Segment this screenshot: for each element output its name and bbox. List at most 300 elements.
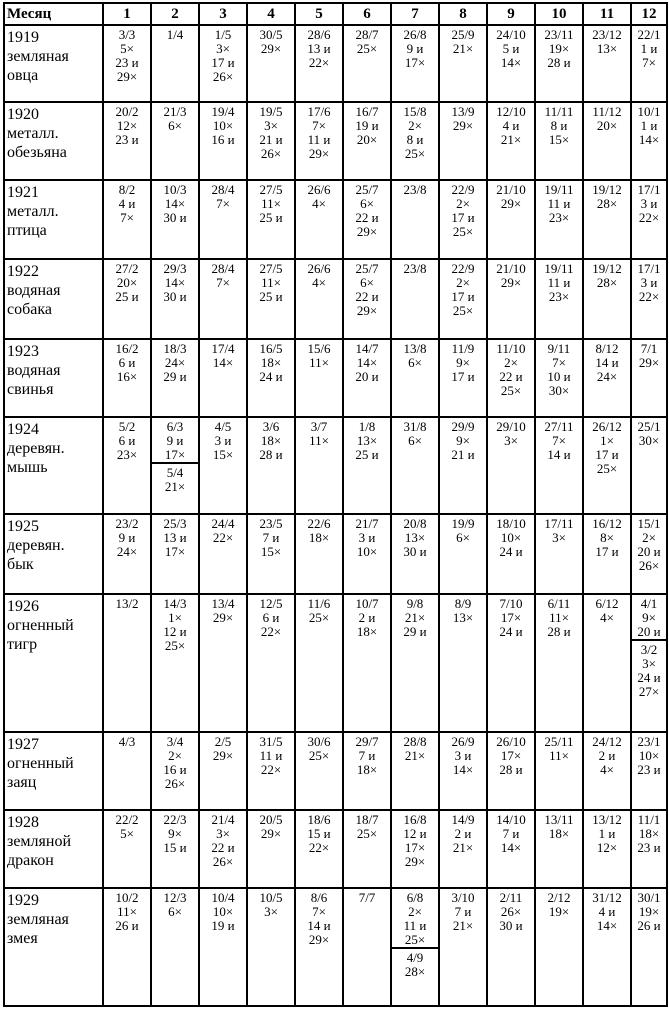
date-entry: 18×: [260, 433, 282, 448]
month-cell: [343, 417, 391, 514]
date-block: [296, 595, 342, 625]
date-entry: 7×: [120, 210, 134, 225]
date-entry: 28 и: [547, 624, 571, 639]
date-entry: 23 и: [637, 840, 661, 855]
month-cell: [343, 102, 391, 180]
date-entry: 21/3: [163, 104, 187, 119]
date-block: [248, 26, 294, 56]
date-entry: 11 и: [547, 196, 571, 211]
year-cell: [4, 732, 103, 810]
date-entry: 11 и: [307, 132, 331, 147]
date-entry: 17/11: [544, 516, 574, 531]
date-block: [584, 26, 630, 56]
date-block: [440, 418, 486, 462]
month-cell: [487, 259, 535, 339]
date-entry: 19/9: [451, 516, 475, 531]
date-entry: 7×: [312, 118, 326, 133]
date-entry: 30/1: [637, 890, 661, 905]
date-block: [392, 811, 438, 869]
date-entry: 9/8: [406, 596, 424, 611]
month-cell: [295, 339, 343, 417]
month-cell: [295, 732, 343, 810]
date-block: [200, 889, 246, 933]
year-animal-label: деревян.: [7, 440, 65, 457]
month-cell: [535, 102, 583, 180]
table-row: [4, 514, 667, 594]
year-animal-label: свинья: [7, 381, 54, 398]
month-cell: [631, 259, 667, 339]
date-entry: 30 и: [499, 918, 523, 933]
date-entry: 25×: [404, 932, 426, 947]
date-entry: 7 и: [262, 530, 280, 545]
year-cell: [4, 514, 103, 594]
date-entry: 7×: [216, 196, 230, 211]
date-entry: 18×: [356, 762, 378, 777]
date-entry: 4×: [312, 196, 326, 211]
date-entry: 20×: [596, 118, 618, 133]
date-entry: 3×: [216, 826, 230, 841]
date-block: [104, 595, 150, 611]
date-block: [440, 26, 486, 56]
date-entry: 6/11: [547, 596, 571, 611]
date-entry: 13/12: [592, 812, 622, 827]
month-header-4: 4: [247, 3, 295, 25]
date-entry: 14×: [164, 275, 186, 290]
date-entry: 31/8: [403, 419, 427, 434]
month-cell: [199, 259, 247, 339]
date-entry: 2/12: [547, 890, 571, 905]
month-cell: [583, 888, 631, 1006]
date-entry: 26/12: [592, 419, 622, 434]
date-entry: 22 и: [211, 840, 235, 855]
date-entry: 14 и: [547, 447, 571, 462]
date-entry: 24/12: [592, 734, 622, 749]
date-entry: 6×: [408, 355, 422, 370]
date-entry: 24/4: [211, 516, 235, 531]
date-entry: 22/1: [637, 27, 661, 42]
year-number: 1923: [7, 343, 39, 360]
date-entry: 25×: [404, 146, 426, 161]
date-entry: 20×: [356, 132, 378, 147]
date-block: [488, 889, 534, 933]
date-entry: 5 и: [502, 41, 520, 56]
date-entry: 15 и: [163, 840, 187, 855]
date-block: [344, 340, 390, 384]
date-block: [344, 733, 390, 777]
date-entry: 4 и: [598, 904, 616, 919]
date-entry: 10/4: [211, 890, 235, 905]
date-entry: 2 и: [358, 610, 376, 625]
date-entry: 11×: [549, 748, 569, 763]
month-cell: [583, 259, 631, 339]
date-entry: 1/4: [166, 27, 184, 42]
date-entry: 25/3: [163, 516, 187, 531]
date-block: [632, 595, 666, 639]
date-entry: 19×: [638, 904, 660, 919]
date-entry: 28/8: [403, 734, 427, 749]
month-cell: [199, 339, 247, 417]
date-block: [440, 103, 486, 133]
date-entry: 20/2: [115, 104, 139, 119]
date-block: [200, 181, 246, 211]
date-block: [104, 515, 150, 559]
date-block: [488, 733, 534, 777]
date-block: [344, 181, 390, 239]
date-block: [392, 260, 438, 276]
date-entry: 6 и: [262, 610, 280, 625]
date-entry: 7×: [216, 275, 230, 290]
date-entry: 19 и: [211, 918, 235, 933]
month-header-6: 6: [343, 3, 391, 25]
date-entry: 11×: [309, 355, 329, 370]
month-cell: [583, 339, 631, 417]
year-animal-label: металл.: [7, 125, 59, 142]
date-entry: 15/6: [307, 341, 331, 356]
month-cell: [151, 417, 199, 514]
date-entry: 8×: [600, 530, 614, 545]
date-entry: 6×: [168, 118, 182, 133]
date-entry: 2×: [408, 118, 422, 133]
date-block: [296, 418, 342, 448]
date-entry: 3/10: [451, 890, 475, 905]
date-entry: 21×: [452, 840, 474, 855]
month-header-5: 5: [295, 3, 343, 25]
date-entry: 14×: [500, 55, 522, 70]
date-entry: 18/3: [163, 341, 187, 356]
date-entry: 23/11: [544, 27, 574, 42]
date-block: [392, 340, 438, 370]
date-entry: 14×: [638, 132, 660, 147]
date-entry: 29×: [212, 748, 234, 763]
date-block: [488, 103, 534, 147]
date-block: [104, 340, 150, 384]
date-entry: 7 и: [502, 826, 520, 841]
date-entry: 21 и: [451, 447, 475, 462]
month-cell: [583, 732, 631, 810]
date-entry: 12/3: [163, 890, 187, 905]
date-block: [632, 181, 666, 225]
date-entry: 30×: [638, 433, 660, 448]
month-cell: [295, 417, 343, 514]
date-block: [248, 260, 294, 304]
year-animal-label: водяная: [7, 362, 61, 379]
date-entry: 22 и: [355, 289, 379, 304]
date-entry: 29×: [500, 275, 522, 290]
date-entry: 23/8: [403, 261, 427, 276]
month-cell: [247, 732, 295, 810]
date-entry: 23/2: [115, 516, 139, 531]
date-block: [344, 811, 390, 841]
date-block: [392, 889, 438, 947]
month-cell: [535, 339, 583, 417]
date-entry: 22 и: [355, 210, 379, 225]
year-animal-label: овца: [7, 67, 39, 84]
date-entry: 15/1: [637, 516, 661, 531]
date-entry: 15 и: [307, 826, 331, 841]
date-entry: 21×: [452, 918, 474, 933]
date-entry: 19/12: [592, 261, 622, 276]
month-cell: [487, 514, 535, 594]
month-cell: [583, 810, 631, 888]
date-block: [152, 595, 198, 653]
date-block: [152, 340, 198, 384]
date-entry: 26×: [260, 146, 282, 161]
date-entry: 25×: [356, 41, 378, 56]
date-entry: 13×: [404, 530, 426, 545]
date-entry: 30×: [548, 383, 570, 398]
date-entry: 16 и: [163, 762, 187, 777]
date-entry: 7×: [312, 904, 326, 919]
date-entry: 4 и: [118, 196, 136, 211]
date-entry: 21×: [452, 41, 474, 56]
date-entry: 20/8: [403, 516, 427, 531]
table-row: [4, 25, 667, 102]
date-entry: 21×: [404, 610, 426, 625]
date-entry: 13/9: [451, 104, 475, 119]
date-entry: 24 и: [499, 544, 523, 559]
year-animal-label: металл.: [7, 203, 59, 220]
date-entry: 14 и: [595, 355, 619, 370]
date-entry: 17 и: [211, 55, 235, 70]
date-entry: 29×: [404, 854, 426, 869]
date-entry: 26/9: [451, 734, 475, 749]
date-entry: 29/9: [451, 419, 475, 434]
date-entry: 3 и: [640, 196, 658, 211]
date-entry: 9 и: [166, 433, 184, 448]
month-cell: [199, 102, 247, 180]
year-animal-label: земляной: [7, 833, 72, 850]
month-cell: [439, 102, 487, 180]
date-entry: 28×: [596, 196, 618, 211]
month-cell: [439, 594, 487, 732]
date-entry: 14×: [212, 355, 234, 370]
month-cell: [439, 259, 487, 339]
date-block: [152, 733, 198, 791]
date-entry: 9×: [456, 355, 470, 370]
table-row: [4, 888, 667, 1006]
date-entry: 4 и: [502, 118, 520, 133]
month-cell: [439, 810, 487, 888]
month-cell: [343, 732, 391, 810]
date-entry: 21/7: [355, 516, 379, 531]
date-entry: 17 и: [451, 210, 475, 225]
month-cell: [343, 339, 391, 417]
date-entry: 14×: [596, 918, 618, 933]
date-block: [632, 733, 666, 777]
date-entry: 26/8: [403, 27, 427, 42]
date-entry: 7×: [642, 55, 656, 70]
date-entry: 7/7: [358, 890, 376, 905]
date-entry: 26×: [212, 69, 234, 84]
date-entry: 17/1: [637, 261, 661, 276]
date-block: [200, 733, 246, 763]
date-block: [488, 811, 534, 855]
date-entry: 17 и: [595, 447, 619, 462]
month-cell: [247, 514, 295, 594]
date-entry: 18×: [638, 826, 660, 841]
month-cell: [199, 888, 247, 1006]
date-entry: 25/7: [355, 182, 379, 197]
date-entry: 3/7: [310, 419, 328, 434]
month-cell: [391, 888, 439, 1006]
date-block: [344, 889, 390, 905]
date-entry: 2×: [456, 275, 470, 290]
date-block: [584, 889, 630, 933]
date-block: [488, 340, 534, 398]
month-cell: [151, 732, 199, 810]
date-entry: 18×: [260, 355, 282, 370]
date-block: [200, 418, 246, 462]
date-entry: 23/12: [592, 27, 622, 42]
date-entry: 3×: [504, 433, 518, 448]
month-cell: [487, 888, 535, 1006]
year-number: 1921: [7, 184, 39, 201]
date-entry: 12×: [116, 118, 138, 133]
month-cell: [199, 732, 247, 810]
date-entry: 28 и: [499, 762, 523, 777]
date-entry: 4×: [600, 610, 614, 625]
date-entry: 3×: [216, 41, 230, 56]
date-entry: 22×: [260, 762, 282, 777]
month-cell: [199, 417, 247, 514]
date-entry: 8/9: [454, 596, 472, 611]
year-cell: [4, 594, 103, 732]
date-entry: 26/6: [307, 261, 331, 276]
month-cell: [295, 259, 343, 339]
date-entry: 2 и: [454, 826, 472, 841]
date-entry: 22×: [260, 624, 282, 639]
year-cell: [4, 810, 103, 888]
month-cell: [247, 594, 295, 732]
date-entry: 19/5: [259, 104, 283, 119]
date-entry: 5/4: [166, 465, 184, 480]
month-cell: [151, 180, 199, 259]
date-block: [104, 103, 150, 147]
date-entry: 18×: [548, 826, 570, 841]
date-entry: 16×: [116, 369, 138, 384]
date-block: [536, 595, 582, 639]
month-cell: [439, 339, 487, 417]
date-block: [536, 889, 582, 919]
month-cell: [103, 339, 151, 417]
date-entry: 22×: [308, 840, 330, 855]
date-block: [536, 340, 582, 398]
date-entry: 22×: [638, 210, 660, 225]
date-entry: 17×: [164, 447, 186, 462]
month-header-2: 2: [151, 3, 199, 25]
month-cell: [487, 594, 535, 732]
month-cell: [199, 180, 247, 259]
date-entry: 14/9: [451, 812, 475, 827]
date-entry: 1×: [600, 433, 614, 448]
date-block: [632, 260, 666, 304]
date-entry: 22 и: [499, 369, 523, 384]
month-cell: [247, 339, 295, 417]
year-cell: [4, 417, 103, 514]
date-block: [248, 889, 294, 919]
date-entry: 29 и: [163, 369, 187, 384]
date-entry: 7×: [552, 433, 566, 448]
year-cell: [4, 180, 103, 259]
year-animal-label: птица: [7, 222, 47, 239]
date-entry: 10 и: [547, 369, 571, 384]
date-entry: 1×: [168, 610, 182, 625]
month-cell: [535, 180, 583, 259]
month-cell: [391, 732, 439, 810]
month-cell: [295, 102, 343, 180]
date-entry: 17/1: [637, 182, 661, 197]
date-entry: 7 и: [454, 904, 472, 919]
month-cell: [535, 514, 583, 594]
date-block: [536, 418, 582, 462]
date-entry: 23×: [548, 289, 570, 304]
date-block: [152, 515, 198, 559]
date-block: [584, 811, 630, 855]
date-entry: 5/2: [118, 419, 136, 434]
date-entry: 21×: [500, 132, 522, 147]
date-entry: 24×: [116, 544, 138, 559]
date-entry: 1/8: [358, 419, 376, 434]
year-cell: [4, 25, 103, 102]
date-entry: 19/11: [544, 261, 574, 276]
month-cell: [151, 888, 199, 1006]
date-entry: 5×: [120, 41, 134, 56]
date-entry: 27/2: [115, 261, 139, 276]
month-cell: [295, 514, 343, 594]
date-entry: 10×: [212, 118, 234, 133]
date-block: [152, 811, 198, 855]
date-entry: 29 и: [403, 624, 427, 639]
date-entry: 2/11: [499, 890, 523, 905]
year-cell: [4, 259, 103, 339]
month-cell: [391, 339, 439, 417]
date-block: [392, 733, 438, 763]
date-entry: 10/2: [115, 890, 139, 905]
date-entry: 25 и: [115, 289, 139, 304]
date-entry: 11/11: [544, 104, 574, 119]
date-block: [344, 103, 390, 147]
month-cell: [247, 259, 295, 339]
date-entry: 29×: [356, 224, 378, 239]
date-entry: 22×: [638, 289, 660, 304]
date-entry: 30/5: [259, 27, 283, 42]
year-animal-label: мышь: [7, 459, 48, 476]
date-entry: 11 и: [547, 275, 571, 290]
date-entry: 4×: [600, 762, 614, 777]
year-animal-label: змея: [7, 930, 38, 947]
date-entry: 14/3: [163, 596, 187, 611]
date-entry: 24/10: [496, 27, 526, 42]
month-header-7: 7: [391, 3, 439, 25]
date-block: [296, 889, 342, 947]
date-entry: 26 и: [637, 918, 661, 933]
date-entry: 6/12: [595, 596, 619, 611]
date-entry: 6×: [456, 530, 470, 545]
date-block: [296, 260, 342, 290]
date-entry: 3 и: [214, 433, 232, 448]
date-entry: 8/6: [310, 890, 328, 905]
month-header-9: 9: [487, 3, 535, 25]
date-entry: 24 и: [259, 369, 283, 384]
date-entry: 6×: [168, 904, 182, 919]
date-entry: 6/8: [406, 890, 424, 905]
date-entry: 19×: [548, 41, 570, 56]
date-entry: 17/4: [211, 341, 235, 356]
date-entry: 7×: [552, 355, 566, 370]
month-header-8: 8: [439, 3, 487, 25]
month-cell: [343, 810, 391, 888]
date-entry: 15×: [260, 544, 282, 559]
